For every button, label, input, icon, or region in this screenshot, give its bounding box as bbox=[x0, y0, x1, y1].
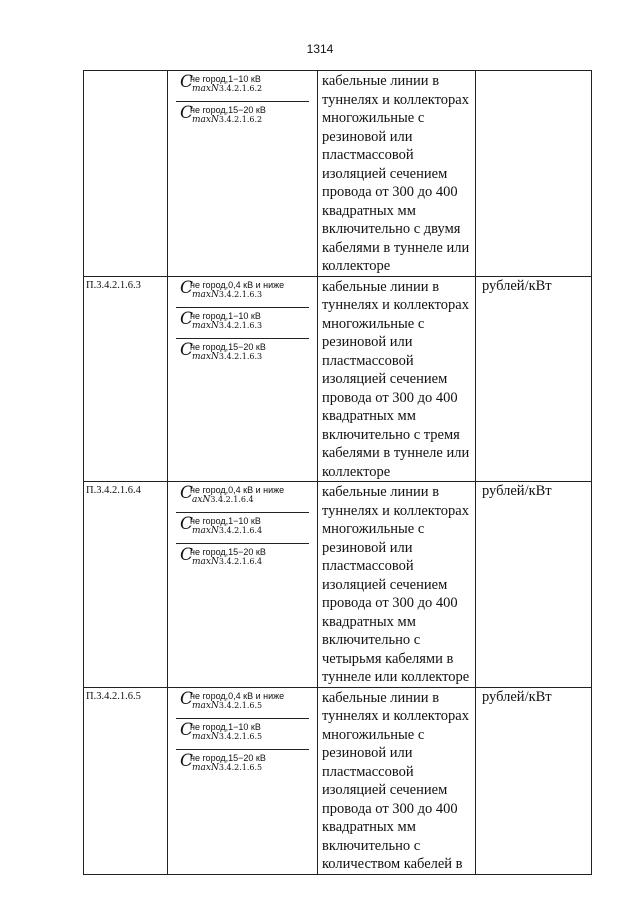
rate-formula: C не город,15−20 кВ maxN3.4.2.1.6.4 bbox=[180, 545, 266, 567]
row-description: кабельные линии в туннелях и коллекторах многожильные с резиновой или пластмассовой изоляцией сечением провода от 300 до 400 квадратных мм включительно с четырьмя кабелями в туннеле или коллекторе bbox=[318, 482, 476, 688]
formula-cell bbox=[168, 71, 318, 277]
formula-cell bbox=[168, 687, 318, 874]
row-code: П.3.4.2.1.6.3 bbox=[84, 276, 168, 482]
row-description: кабельные линии в туннелях и коллекторах многожильные с резиновой или пластмассовой изоляцией сечением провода от 300 до 400 квадратных мм включительно с количеством кабелей в bbox=[318, 687, 476, 874]
table-row bbox=[84, 71, 592, 277]
formula-cell bbox=[168, 482, 318, 688]
table-row bbox=[84, 482, 592, 688]
rate-formula: C не город,1−10 кВ maxN3.4.2.1.6.5 bbox=[176, 719, 309, 750]
table-row bbox=[84, 276, 592, 482]
formula-cell bbox=[168, 276, 318, 482]
row-code: П.3.4.2.1.6.5 bbox=[84, 687, 168, 874]
table-row bbox=[84, 687, 592, 874]
rate-formula: C не город,15−20 кВ maxN3.4.2.1.6.3 bbox=[180, 339, 266, 362]
tariff-table bbox=[83, 70, 592, 875]
row-description: кабельные линии в туннелях и коллекторах многожильные с резиновой или пластмассовой изоляцией сечением провода от 300 до 400 квадратных мм включительно с тремя кабелями в туннеле или коллекторе bbox=[318, 276, 476, 482]
page-number: 1314 bbox=[306, 42, 334, 56]
rate-formula: C не город,0,4 кВ и ниже axN3.4.2.1.6.4 bbox=[176, 482, 309, 513]
row-unit: рублей/кВт bbox=[476, 687, 592, 874]
row-description: кабельные линии в туннелях и коллекторах многожильные с резиновой или пластмассовой изоляцией сечением провода от 300 до 400 квадратных мм включительно с двумя кабелями в туннеле или коллекторе bbox=[318, 71, 476, 277]
row-unit bbox=[476, 71, 592, 277]
row-unit: рублей/кВт bbox=[476, 276, 592, 482]
rate-formula: C не город,1−10 кВ maxN3.4.2.1.6.2 bbox=[176, 71, 309, 102]
rate-formula: C не город,0,4 кВ и ниже maxN3.4.2.1.6.5 bbox=[176, 688, 309, 719]
row-code: П.3.4.2.1.6.4 bbox=[84, 482, 168, 688]
rate-formula: C не город,0,4 кВ и ниже maxN3.4.2.1.6.3 bbox=[176, 277, 309, 308]
row-unit: рублей/кВт bbox=[476, 482, 592, 688]
rate-formula: C не город,15−20 кВ maxN3.4.2.1.6.5 bbox=[180, 750, 266, 773]
rate-formula: C не город,1−10 кВ maxN3.4.2.1.6.3 bbox=[176, 308, 309, 339]
rate-formula: C не город,15−20 кВ maxN3.4.2.1.6.2 bbox=[180, 103, 266, 125]
rate-formula: C не город,1−10 кВ maxN3.4.2.1.6.4 bbox=[176, 513, 309, 544]
row-code bbox=[84, 71, 168, 277]
